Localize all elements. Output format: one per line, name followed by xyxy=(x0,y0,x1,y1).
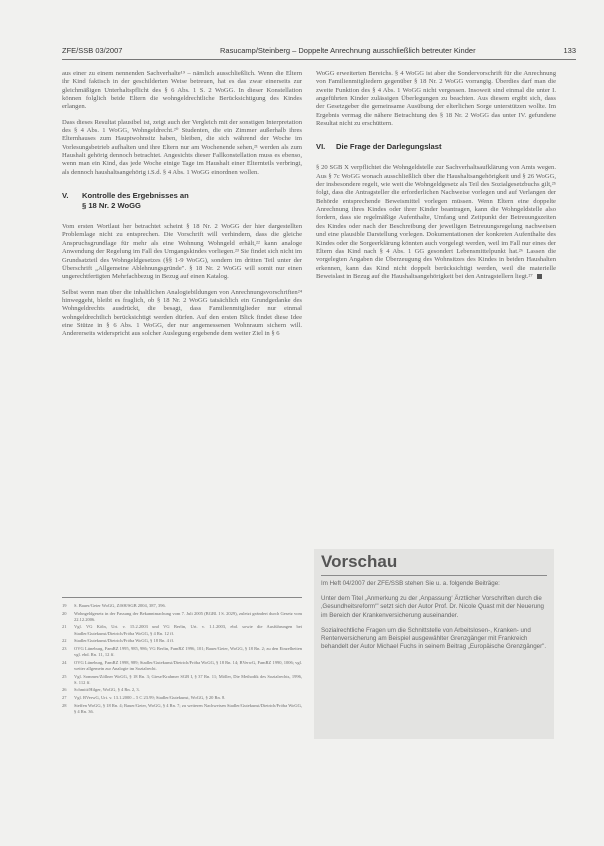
section-heading-v xyxy=(62,191,302,211)
footnote-number: 21 xyxy=(62,624,67,630)
section-title-line: Die Frage der Darlegungslast xyxy=(336,142,442,152)
preview-paragraph: Im Heft 04/2007 der ZFE/SSB stehen Sie u. a. folgende Beiträge: xyxy=(321,580,500,587)
footnote xyxy=(62,611,302,623)
footnote-number: 27 xyxy=(62,694,67,700)
body-paragraph: WoGG erweiterten Bereichs. § 4 WoGG ist aber die Sondervorschrift für die Anrechnung von Familienmitgliedern gegenüber § 18 Nr. 2 WoGG vorrangig. Überdies darf man die zweite Funktion des § 4 Abs. 1 WoGG nicht vergessen. Insoweit sind einmal die unter I. angeführten Kinder zulässigen Überlegungen zu beachten. Aus diesem ergibt sich, dass der Gesetzgeber die gemeinsame Ausübung der elterlichen Sorge unterstützen wollte. Im Ergebnis vermag die nähere Betrachtung des § 18 Nr. 2 WoGG das unter IV. gefundene Resultat nicht zu erschüttern. xyxy=(316,70,556,128)
footnote-text: S. Bauer/Geier WoGG, ZfSH/SGB 2004, 387, 396. xyxy=(74,603,166,608)
footnote-number: 22 xyxy=(62,638,67,644)
header-divider xyxy=(62,59,576,60)
preview-box xyxy=(314,549,554,739)
body-paragraph-text: § 20 SGB X verpflichtet die Wohngeldstelle zur Sachverhaltsaufklärung von Amts wegen. Aus § 7c WoGG wonach ausschließlich über die Haushaltsangehörigkeit und § 26 WoGG, der insbesondere regelt, wie weit die Wohngeldgesetz als Teil des Sozialgesetzbuchs gilt,²⁵ folgt, dass die Antragsteller die erforderlichen Nachweise vorlegen und auf Verlangen der Behörde entsprechende Beweismittel vorlegen müssen. Wenn Eltern eine doppelte Anrechnung ihres Kindes oder ihrer Kinder beantragen, kann die Wohngeldstelle also fordern, dass sie regelmäßige Aufenthalte, Umfang und Zeitpunkt der Betreuungszeiten des Kindes oder nach der Beschreibung der jeweiligen Betreuungsregelung nachweisen und eine plausible Darstellung vorlegen. Dokumentationen der konkreten Aufenthalte des Kindes oder die Sorgeerklärung könnten auch vorgelegt werden, weil im Fall nur eines der Eltern das Kind nach § 4 Abs. 1 GG gesondert Lebensmittelpunkt hat.²⁶ Lassen die vorgelegten Angaben die Überzeugung des Wohnsitzes des Kindes in beiden Haushalten erkennen, kann das Kind nicht doppelt berücksichtigt werden, weil die materielle Beweislast in Bezug auf die Haushaltsangehörigkeit bei den Antragstellern liegt.²⁷ xyxy=(316,164,556,280)
end-of-article-mark xyxy=(537,274,542,279)
left-column xyxy=(62,70,302,346)
footnote xyxy=(62,603,302,609)
preview-paragraph: Sozialrechtliche Fragen um die Schnittstelle von Arbeitslosen-, Kranken- und Rentenversicherung am Beispiel ausgewählter Grenzgänger mit Frankreich behandelt der Autor Michael Fuchs in seinem Beitrag „Europäische Grenzgänger". xyxy=(321,626,547,651)
section-title-line: § 18 Nr. 2 WoGG xyxy=(82,201,141,211)
footnote-number: 25 xyxy=(62,673,67,679)
journal-name: ZFE/SSB 03/2007 xyxy=(62,46,123,55)
body-paragraph: Vom ersten Wortlaut her betrachtet scheint § 18 Nr. 2 WoGG der hier dargestellten Problemlage nicht zu entsprechen. Die Vorschrift will verhindern, dass die gleiche Anspruchsgrundlage für mehr als eine Wohnung Wohngeld erhält,²² kann analoge Anwendung der Regelung im Fall des Umgangskindes vorliegen.²³ Sie findet sich nicht im Grundsatzteil des Wohngeldgesetzes (§§ 1-9 WoGG), sondern im dritten Teil unter der Überschrift „Allgemeine Ablehnungsgründe". § 18 Nr. 2 WoGG will somit nur einen ungerechtfertigten Mehrfachbezug in Bezug auf einen Katalog. xyxy=(62,223,302,281)
footnotes xyxy=(62,597,302,716)
footnote xyxy=(62,646,302,658)
preview-content xyxy=(321,575,547,658)
footnote-number: 26 xyxy=(62,687,67,693)
footnote-text: Steffen WoGG, § 18 Rn. 4; Bauer/Geier, WoGG, § 4 Rn. 7; zu weiteren Nachweisen Stadler/Gutekunst/Dietrich/Fröba WoGG, § 4 Rn. 36. xyxy=(74,702,302,714)
footnote-text: OVG Lüneburg, FamRZ 1995, 985, 986; VG Berlin, FamRZ 1996, 101; Bauer/Geier, WoGG, § 18 Rn. 2; zu den Einzelheiten vgl. ebd. Rn. 11, 12 ff. xyxy=(74,645,302,658)
footnote-text: Schmitt/Hilger, WoGG, § 4 Rn. 2, 3. xyxy=(74,687,140,693)
footnote-number: 24 xyxy=(62,659,67,665)
preview-title: Vorschau xyxy=(321,552,398,571)
section-title-line: Kontrolle des Ergebnisses an xyxy=(82,191,189,201)
footnote-number: 23 xyxy=(62,645,67,651)
body-paragraph: aus einer zu einem nennenden Sachverhalte¹⁹ – nämlich ausschließlich. Wenn die Eltern ihr Kind faktisch in der geschilderten Weise betreuen, hat es das zwar einerseits zur gleichmäßigen Unterhaltspflicht des § 6 Abs. 1 S. 2 WoGG. In dieser Konstellation können folglich beide Eltern die wohngeldrechtliche Berücksichtigung des Kindes erlangen. xyxy=(62,70,302,111)
footnote-number: 20 xyxy=(62,610,67,616)
body-paragraph: Dass dieses Resultat plausibel ist, zeigt auch der Vergleich mit der sonstigen Interpretation des § 4 Abs. 1 WoGG, Wohngeldrecht.²⁰ Studenten, die ein Zimmer außerhalb ihres Elternhauses zum Hauptwohnsitz haben, bleiben, die sich während der Woche im Vorlesungsbetrieb aufhalten und ihre Eltern nur am Wochenende sehen,²¹ werden als zum Haushalt gehörig dennoch betrachtet. Angesichts dieser Fallkonstellation muss es ebenso, wenn man ein Kind, das jede Woche einige Tage im Haushalt einer Elternteils verbringt, als dennoch haushaltsangehörig i.S.d. § 4 Abs. 1 WoGG einordnen wollen. xyxy=(62,118,302,176)
footnote xyxy=(62,624,302,636)
body-paragraph xyxy=(316,164,556,281)
footnote-number: 28 xyxy=(62,702,67,708)
running-title: Rasucamp/Steinberg – Doppelte Anrechnung ausschließlich betreuter Kinder xyxy=(220,46,476,55)
footnote xyxy=(62,674,302,686)
body-paragraph: Selbst wenn man über die inhaltlichen Analogiebildungen von Anrechnungsvorschriften²⁴ hinweggeht, bleibt es fraglich, ob § 18 Nr. 2 WoGG tatsächlich ein Grundgedanke des Wohngeldrechts ausdrückt, die besagt, dass Familienmitglieder nur einmal wohngeldrechtlich berücksichtigt werden dürfen. Auf den ersten Blick findet diese Idee eine Stütze in § 6 Abs. 1 WoGG, der nur angemessenen Wohnraum sichern will. Andererseits widerspricht aus solcher Auslegung ergebende dem weiter Ziel in § 6 xyxy=(62,288,302,338)
right-column xyxy=(316,70,556,288)
preview-paragraph: Unter dem Titel „Anmerkung zu der ‚Anpassung‘ Ärztlicher Vorschriften durch die ‚Gesundheitsreform‘" setzt sich der Autor Prof. Dr. Nicole Quast mit der Neuerung im Bereich der Krankenversicherung auseinander. xyxy=(321,595,544,619)
section-number: V. xyxy=(62,191,69,201)
page-header xyxy=(62,46,576,60)
footnote-text: Vgl. Sommer/Zöllner WoGG, § 18 Rn. 3; Giese/Krahmer SGB I, § 37 Rn. 11; Möller, Die Methodik des Sozialrechts, 1996, S. 112 ff. xyxy=(74,673,302,685)
footnote xyxy=(62,638,302,644)
footnote xyxy=(62,660,302,672)
footnote-text: OVG Lüneburg, FamRZ 1998, 989; Stadler/Gutekunst/Dietrich/Fröba WoGG, § 18 Rn. 14; BVerwG, FamRZ 1990, 1006; vgl. weiter allgemein zur Analogie im Sozialrecht. xyxy=(74,659,302,671)
footnote xyxy=(62,695,302,701)
footnote-text: Vgl. BVerwG, Urt. v. 13.1.2000 – 5 C 23.99; Stadler/Gutekunst, WoGG, § 20 Rn. 8. xyxy=(74,694,226,700)
footnote-number: 19 xyxy=(62,603,67,608)
footnote-text: Wohngeldgesetz in der Fassung der Bekanntmachung vom 7. Juli 2005 (BGBl. I S. 2029), zuletzt geändert durch Gesetz vom 22.12.2006. xyxy=(74,610,302,622)
footnote-text: Stadler/Gutekunst/Dietrich/Fröba WoGG, § 18 Rn. 4 ff. xyxy=(74,638,175,644)
footnote xyxy=(62,687,302,693)
footnote xyxy=(62,703,302,715)
section-number: VI. xyxy=(316,142,326,152)
footnote-text: Vgl. VG Köln, Urt. v. 15.2.2003 und VG Berlin, Urt. v. 1.1.2003, ebd. sowie die Ausführungen bei Stadler/Gutekunst/Dietrich/Fröba WoGG, § 4 Rn. 12 ff. xyxy=(74,624,302,636)
section-heading-vi xyxy=(316,142,556,152)
page-number: 133 xyxy=(563,46,576,55)
